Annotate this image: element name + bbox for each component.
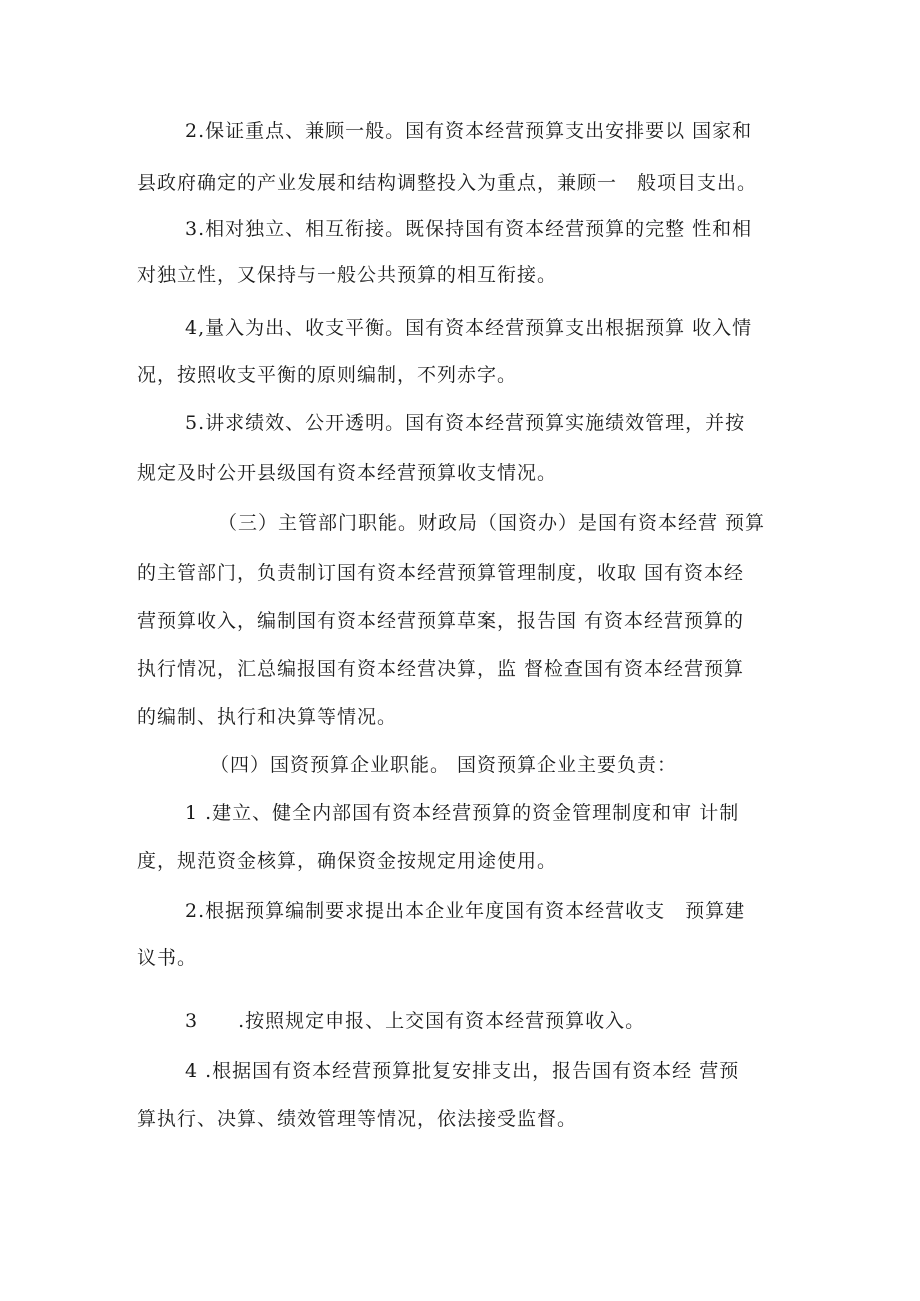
paragraph-5-line-2: 的主管部门，负责制订国有资本经营预算管理制度，收取 国有资本经 bbox=[137, 562, 745, 584]
paragraph-10-line-2: 算执行、决算、绩效管理等情况，依法接受监督。 bbox=[137, 1108, 578, 1130]
paragraph-4-line-1: 5.讲求绩效、公开透明。国有资本经营预算实施绩效管理，并按 bbox=[185, 412, 746, 434]
paragraph-8-line-2: 议书。 bbox=[137, 947, 198, 969]
paragraph-2-line-1: 3.相对独立、相互衔接。既保持国有资本经营预算的完整 性和相 bbox=[185, 218, 753, 240]
paragraph-5-line-1: （三）主管部门职能。财政局（国资办）是国有资本经营 预算 bbox=[218, 512, 766, 534]
paragraph-5-line-4: 执行情况，汇总编报国有资本经营决算，监 督检查国有资本经营预算 bbox=[137, 658, 745, 680]
paragraph-3-line-2: 况，按照收支平衡的原则编制，不列赤字。 bbox=[137, 364, 518, 386]
paragraph-5-line-5: 的编制、执行和决算等情况。 bbox=[137, 706, 398, 728]
paragraph-5-line-3: 营预算收入，编制国有资本经营预算草案，报告国 有资本经营预算的 bbox=[137, 610, 745, 632]
paragraph-4-line-2: 规定及时公开县级国有资本经营预算收支情况。 bbox=[137, 462, 558, 484]
paragraph-1-line-2: 县政府确定的产业发展和结构调整投入为重点，兼顾一 般项目支出。 bbox=[137, 172, 758, 194]
paragraph-1-line-1: 2.保证重点、兼顾一般。国有资本经营预算支出安排要以 国家和 bbox=[185, 120, 753, 142]
paragraph-9-line-1: 3 .按照规定申报、上交国有资本经营预算收入。 bbox=[185, 1010, 646, 1032]
paragraph-6-line-1: （四）国资预算企业职能。 国资预算企业主要负责： bbox=[210, 754, 678, 776]
paragraph-8-line-1: 2.根据预算编制要求提出本企业年度国有资本经营收支 预算建 bbox=[185, 900, 746, 922]
paragraph-7-line-2: 度，规范资金核算，确保资金按规定用途使用。 bbox=[137, 850, 558, 872]
paragraph-10-line-1: 4 .根据国有资本经营预算批复安排支出，报告国有资本经 营预 bbox=[185, 1060, 740, 1082]
paragraph-7-line-1: 1 .建立、健全内部国有资本经营预算的资金管理制度和审 计制 bbox=[185, 802, 740, 824]
paragraph-2-line-2: 对独立性，又保持与一般公共预算的相互衔接。 bbox=[137, 264, 558, 286]
paragraph-3-line-1: 4,量入为出、收支平衡。国有资本经营预算支出根据预算 收入情 bbox=[185, 317, 753, 339]
